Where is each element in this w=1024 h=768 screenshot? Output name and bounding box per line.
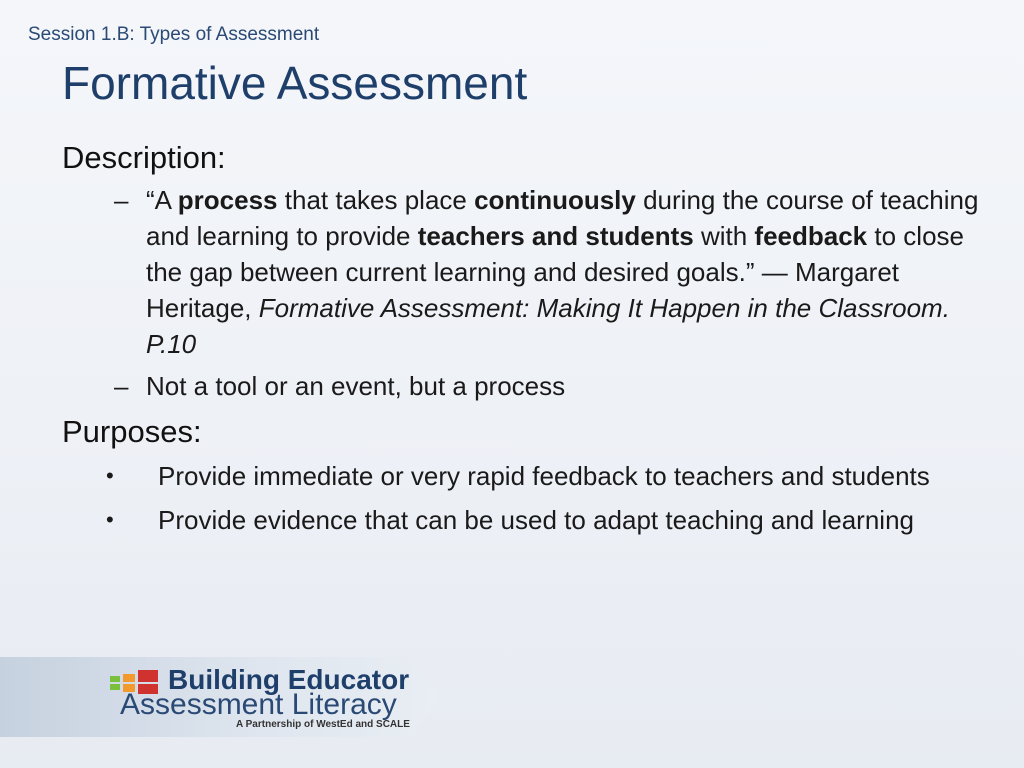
description-heading: Description: <box>62 140 226 175</box>
slide-content <box>62 140 982 544</box>
bullet-marker: • <box>106 507 114 532</box>
dash-marker: – <box>114 371 129 401</box>
description-quote: – “A process that takes place continuously during the course of teaching and learning to provide teachers and students with feedback to close the gap between current learning and desired goals.” — Margaret Heritage, Formative Assessment: Making It Happen in the Classroom. P.10 <box>62 182 982 362</box>
logo-text-building-educator: Building Educator <box>168 664 410 695</box>
dash-marker: – <box>114 185 129 215</box>
purpose-item: • Provide evidence that can be used to adapt teaching and learning <box>62 502 982 538</box>
bold-process: process <box>177 185 278 215</box>
bold-teachers-students: teachers and students <box>417 221 694 251</box>
session-label: Session 1.B: Types of Assessment <box>28 24 320 45</box>
description-point-2: – Not a tool or an event, but a process <box>62 368 982 404</box>
bullet-marker: • <box>106 463 114 488</box>
bold-continuously: continuously <box>474 185 636 215</box>
slide-title: Formative Assessment <box>62 57 528 109</box>
bold-feedback: feedback <box>754 221 868 251</box>
purposes-heading: Purposes: <box>62 414 202 449</box>
logo-text-assessment-literacy: Assessment Literacy <box>120 688 397 721</box>
citation-book-title: Formative Assessment: Making It Happen in the Classroom. P.10 <box>146 293 950 359</box>
logo-text-partnership: A Partnership of WestEd and SCALE <box>236 719 410 730</box>
purpose-item: • Provide immediate or very rapid feedback to teachers and students <box>62 458 982 494</box>
